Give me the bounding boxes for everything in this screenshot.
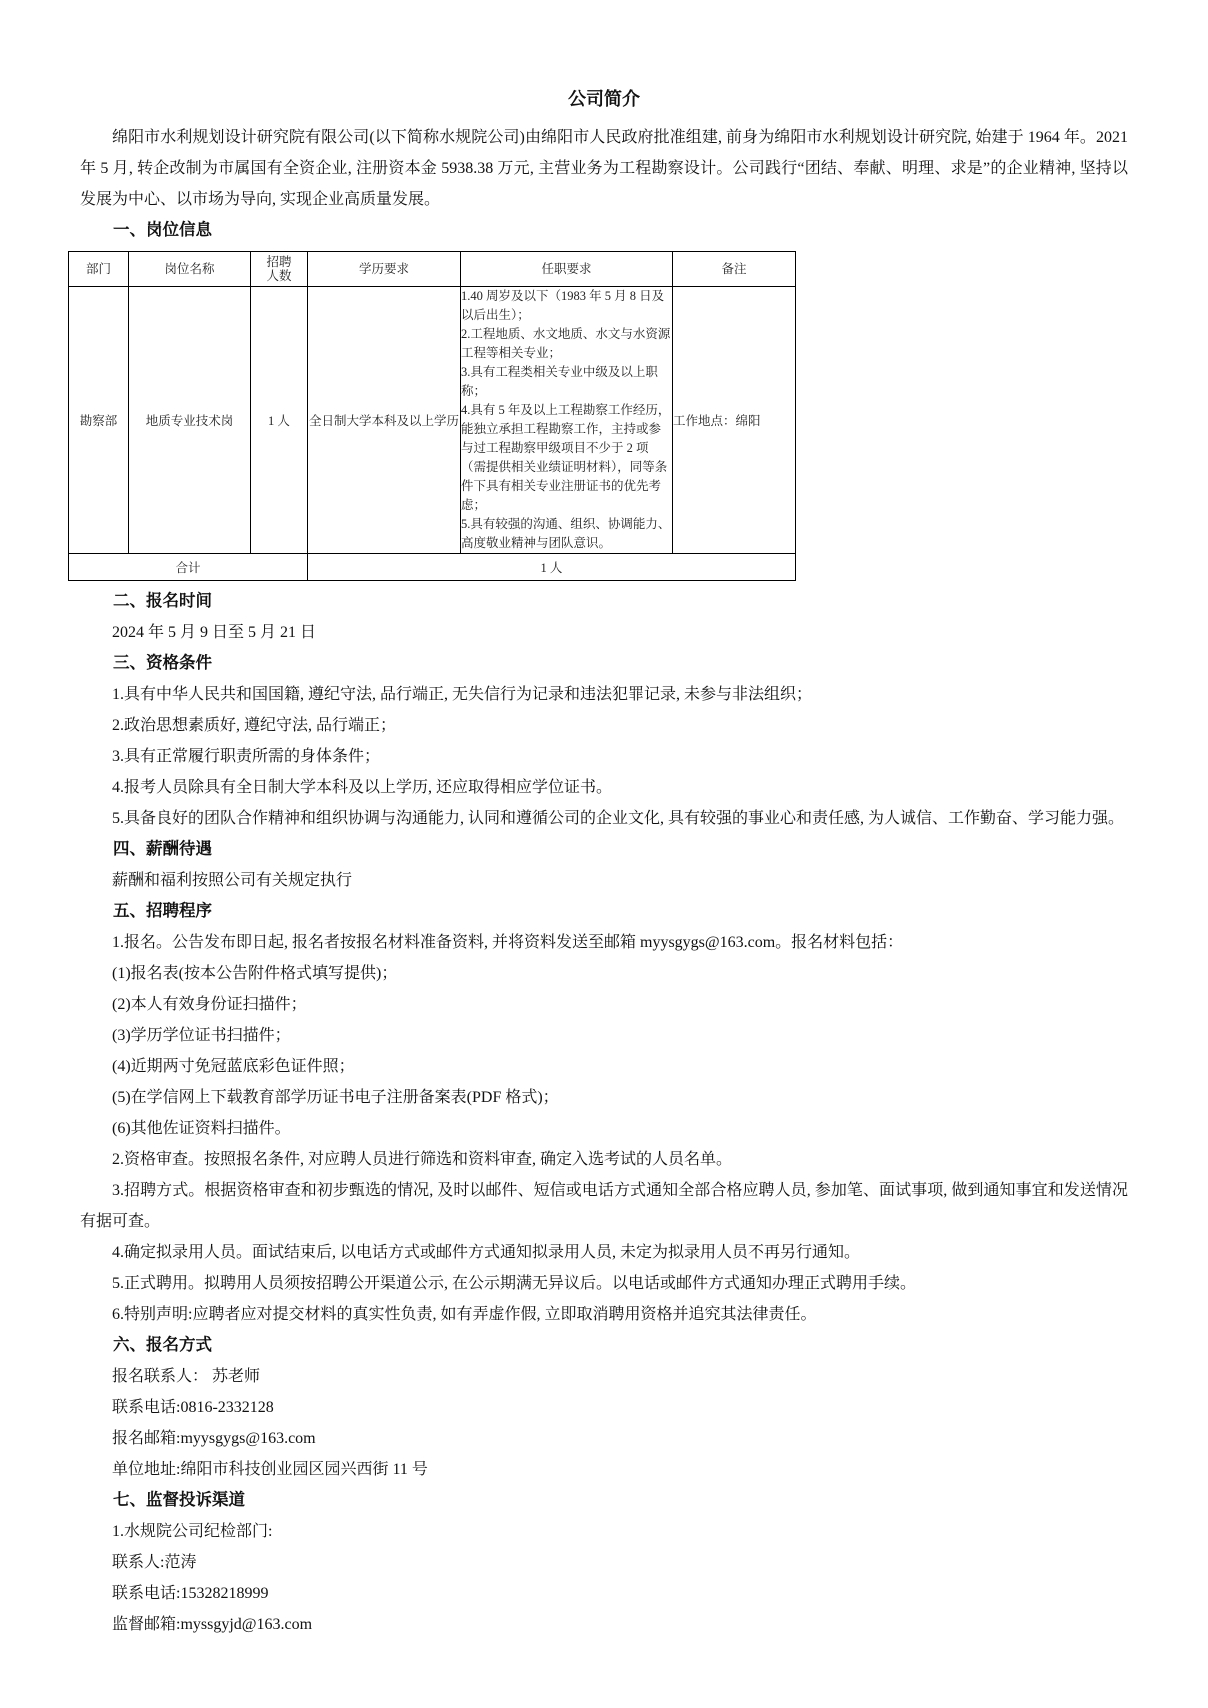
footer-total-label: 合计 [69, 554, 308, 581]
section-heading-qualifications: 三、资格条件 [113, 654, 212, 672]
cell-position: 地质专业技术岗 [129, 287, 251, 554]
footer-total-value: 1 人 [308, 554, 796, 581]
header-headcount [251, 252, 308, 287]
supervision-email-line: 监督邮箱:myssgyjd@163.com [112, 1616, 313, 1633]
page-title: 公司简介 [568, 89, 640, 109]
header-requirements: 任职要求 [461, 252, 673, 287]
procedure-material-item: (6)其他佐证资料扫描件。 [112, 1120, 291, 1137]
procedure-item: 6.特别声明:应聘者应对提交材料的真实性负责, 如有弄虚作假, 立即取消聘用资格并追究其法律责任。 [112, 1306, 817, 1323]
contact-address-line: 单位地址:绵阳市科技创业园区园兴西街 11 号 [112, 1461, 428, 1478]
procedure-item: 4.确定拟录用人员。面试结束后, 以电话方式或邮件方式通知拟录用人员, 未定为拟录用人员不再另行通知。 [112, 1244, 861, 1261]
requirement-item: 5.具有较强的沟通、组织、协调能力、高度敬业精神与团队意识。 [461, 517, 671, 550]
requirement-item: 1.40 周岁及以下（1983 年 5 月 8 日及以后出生）； [461, 289, 665, 322]
procedure-item: 1.报名。公告发布即日起, 报名者按报名材料准备资料, 并将资料发送至邮箱 myysgygs@163.com。报名材料包括： [112, 934, 904, 951]
header-note: 备注 [673, 252, 796, 287]
cell-headcount: 1 人 [251, 287, 308, 554]
header-headcount-label: 招聘人数 [266, 255, 292, 283]
table-header-row [69, 252, 796, 287]
cell-note: 工作地点：绵阳 [673, 287, 796, 554]
header-position: 岗位名称 [129, 252, 251, 287]
procedure-material-item: (1)报名表(按本公告附件格式填写提供)； [112, 965, 398, 982]
procedure-material-item: (4)近期两寸免冠蓝底彩色证件照； [112, 1058, 355, 1075]
table-footer-row [69, 554, 796, 581]
contact-email-line: 报名邮箱:myysgygs@163.com [112, 1430, 316, 1447]
intro-paragraph: 绵阳市水利规划设计研究院有限公司(以下简称水规院公司)由绵阳市人民政府批准组建, 前身为绵阳市水利规划设计研究院, 始建于 1964 年。2021 年 5 月, 转企改制为市属国有全资企业, 注册资本金 5938.38 万元, 主营业务为工程勘察设计。公司践行“团结、奉献、明理、求是”的企业精神, 坚持以发展为中心、以市场为导向, 实现企业高质量发展。 [80, 129, 1128, 208]
qualification-item: 4.报考人员除具有全日制大学本科及以上学历, 还应取得相应学位证书。 [112, 779, 613, 796]
qualification-item: 5.具备良好的团队合作精神和组织协调与沟通能力, 认同和遵循公司的企业文化, 具有较强的事业心和责任感, 为人诚信、工作勤奋、学习能力强。 [112, 810, 1125, 827]
table-row [69, 287, 796, 554]
header-education: 学历要求 [308, 252, 461, 287]
cell-education: 全日制大学本科及以上学历 [308, 287, 461, 554]
procedure-item: 5.正式聘用。拟聘用人员须按招聘公开渠道公示, 在公示期满无异议后。以电话或邮件方式通知办理正式聘用手续。 [112, 1275, 917, 1292]
section-heading-job-info: 一、岗位信息 [113, 221, 212, 239]
salary-line: 薪酬和福利按照公司有关规定执行 [112, 872, 353, 889]
cell-requirements [461, 287, 673, 554]
supervision-person-line: 联系人:范涛 [112, 1554, 197, 1571]
qualification-item: 1.具有中华人民共和国国籍, 遵纪守法, 品行端正, 无失信行为记录和违法犯罪记录, 未参与非法组织； [112, 686, 813, 703]
procedure-item: 3.招聘方式。根据资格审查和初步甄选的情况, 及时以邮件、短信或电话方式通知全部合格应聘人员, 参加笔、面试事项, 做到通知事宜和发送情况有据可查。 [80, 1182, 1128, 1230]
supervision-phone-line: 联系电话:15328218999 [112, 1585, 269, 1602]
requirement-item: 3.具有工程类相关专业中级及以上职称； [461, 365, 658, 398]
procedure-material-item: (3)学历学位证书扫描件； [112, 1027, 291, 1044]
contact-person-line: 报名联系人： 苏老师 [112, 1368, 261, 1385]
section-heading-contact: 六、报名方式 [113, 1336, 212, 1354]
section-heading-procedure: 五、招聘程序 [113, 902, 212, 920]
jobs-table [68, 251, 796, 581]
signup-time-line: 2024 年 5 月 9 日至 5 月 21 日 [112, 624, 317, 641]
requirement-item: 4.具有 5 年及以上工程勘察工作经历，能独立承担工程勘察工作，主持或参与过工程勘察甲级项目不少于 2 项（需提供相关业绩证明材料），同等条件下具有相关专业注册证书的优先考虑； [461, 403, 671, 512]
section-heading-salary: 四、薪酬待遇 [113, 840, 212, 858]
contact-phone-line: 联系电话:0816-2332128 [112, 1399, 274, 1416]
procedure-material-item: (5)在学信网上下载教育部学历证书电子注册备案表(PDF 格式)； [112, 1089, 559, 1106]
requirement-item: 2.工程地质、水文地质、水文与水资源工程等相关专业； [461, 327, 671, 360]
qualification-item: 2.政治思想素质好, 遵纪守法, 品行端正； [112, 717, 397, 734]
supervision-department-line: 1.水规院公司纪检部门: [112, 1523, 273, 1540]
cell-department: 勘察部 [69, 287, 129, 554]
section-heading-signup-time: 二、报名时间 [113, 592, 212, 610]
qualification-item: 3.具有正常履行职责所需的身体条件； [112, 748, 381, 765]
section-heading-supervision: 七、监督投诉渠道 [113, 1491, 245, 1509]
procedure-material-item: (2)本人有效身份证扫描件； [112, 996, 307, 1013]
header-department: 部门 [69, 252, 129, 287]
procedure-item: 2.资格审查。按照报名条件, 对应聘人员进行筛选和资料审查, 确定入选考试的人员名单。 [112, 1151, 733, 1168]
